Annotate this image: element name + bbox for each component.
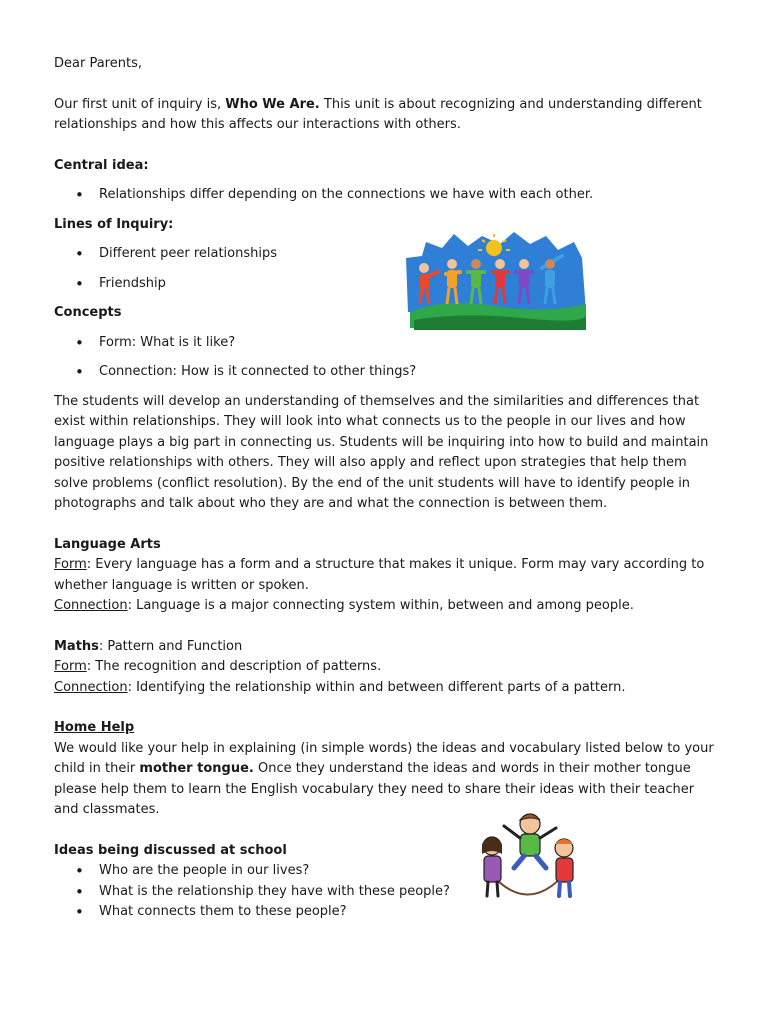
list-item: • Connection: How is it connected to other things? [99,362,714,383]
form-text: : Every language has a form and a structure that makes it unique. Form may vary according to whether language is written or spoken. [54,557,705,593]
list-item: • Different peer relationships [99,244,714,265]
maths-heading: Maths [54,638,99,654]
connection-label: Connection [54,598,128,613]
intro-after: This unit is about recognizing and understanding different relationships and how this affects our interactions with others. [54,96,702,132]
maths-title [54,637,714,658]
home-help-before: We would like your help in explaining (in simple words) the ideas and vocabulary listed below to your child in their [54,740,714,776]
central-idea-list [54,185,714,206]
intro-before: Our first unit of inquiry is, [54,96,222,112]
list-item: • What connects them to these people? [99,902,714,923]
connection-label: Connection [54,679,128,695]
unit-description: The students will develop an understanding of themselves and the similarities and differences that exist within relationships. They will look into what connects us to the people in our lives and how language plays a big part in connecting us. Students will be inquiring into how to build and maintain positive relationships with others. They will also apply and reflect upon strategies that help them solve problems (conflict resolution). By the end of the unit students will have to identify people in photographs and talk about who they are and what the connection is between them. [54,393,709,511]
children-jump-rope-image [472,808,582,902]
connection-text: : Language is a major connecting system within, between and among people. [127,598,634,613]
home-help-paragraph [54,739,714,821]
central-idea-item: • Relationships differ depending on the connections we have with each other. [99,185,714,206]
intro-paragraph [54,95,714,136]
language-arts-connection [54,596,714,617]
form-label: Form [54,557,87,572]
maths-form [54,657,714,678]
language-arts-heading: Language Arts [54,536,161,552]
ideas-heading: Ideas being discussed at school [54,842,287,858]
ideas-list [54,861,714,923]
unit-name: Who We Are. [225,96,320,112]
form-label: Form [54,659,87,674]
list-item: • Who are the people in our lives? [99,861,714,882]
mother-tongue: mother tongue. [139,761,254,776]
greeting: Dear Parents, [54,56,142,71]
connection-text: : Identifying the relationship within and between different parts of a pattern. [127,679,626,695]
lines-of-inquiry-list [54,244,714,294]
maths-subtitle: : Pattern and Function [98,638,243,654]
concepts-list [54,333,714,383]
lines-of-inquiry-heading: Lines of Inquiry: [54,216,174,232]
concepts-heading: Concepts [54,305,122,320]
maths-connection [54,678,714,699]
home-help-heading: Home Help [54,720,135,735]
home-help-after: Once they understand the ideas and words in their mother tongue please help them to learn the English vocabulary they need to share their ideas with their teacher and classmates. [54,761,695,817]
children-holding-hands-image [402,228,588,332]
form-text: : The recognition and description of patterns. [86,659,382,674]
list-item: • Form: What is it like? [99,333,714,354]
list-item: • What is the relationship they have with these people? [99,882,714,903]
letter [54,54,714,923]
language-arts-form [54,555,714,596]
list-item: • Friendship [99,274,714,295]
central-idea-heading: Central idea: [54,157,149,173]
